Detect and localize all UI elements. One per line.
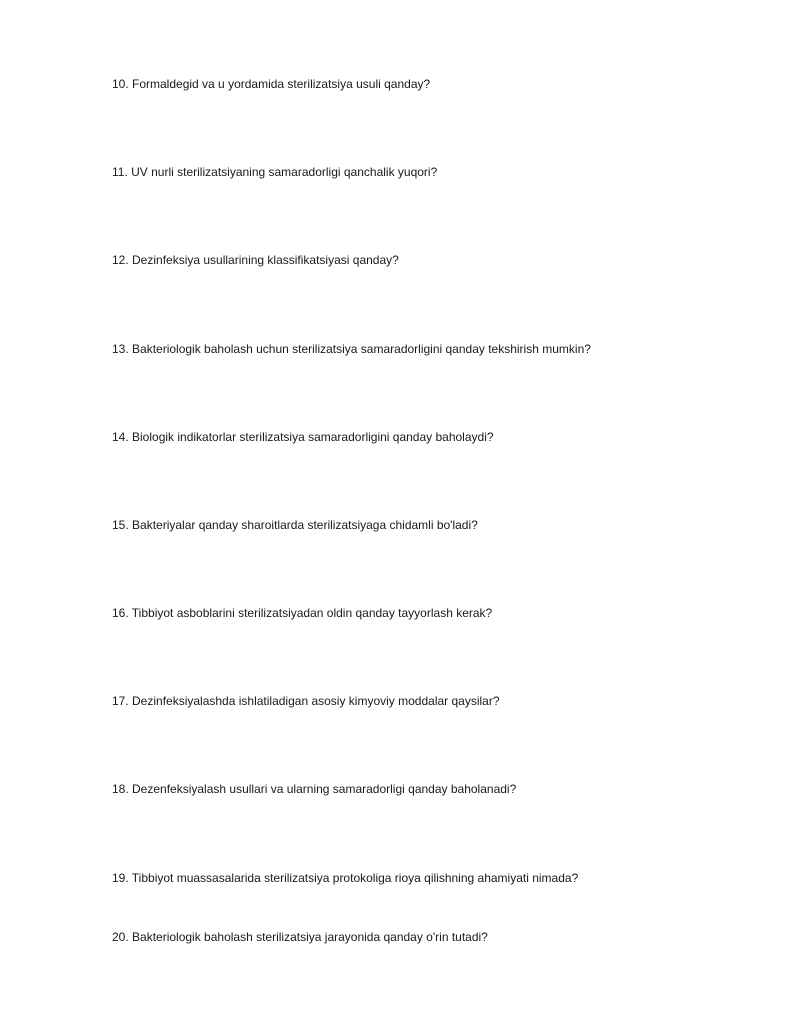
question-14: 14. Biologik indikatorlar sterilizatsiya samaradorligini qanday baholaydi? xyxy=(112,430,494,444)
question-17: 17. Dezinfeksiyalashda ishlatiladigan asosiy kimyoviy moddalar qaysilar? xyxy=(112,694,500,708)
question-15: 15. Bakteriyalar qanday sharoitlarda sterilizatsiyaga chidamli bo'ladi? xyxy=(112,518,478,532)
question-11: 11. UV nurli sterilizatsiyaning samaradorligi qanchalik yuqori? xyxy=(112,165,438,179)
question-16: 16. Tibbiyot asboblarini sterilizatsiyadan oldin qanday tayyorlash kerak? xyxy=(112,606,493,620)
question-18: 18. Dezenfeksiyalash usullari va ularning samaradorligi qanday baholanadi? xyxy=(112,782,517,796)
question-10: 10. Formaldegid va u yordamida sterilizatsiya usuli qanday? xyxy=(112,77,431,91)
question-19: 19. Tibbiyot muassasalarida sterilizatsiya protokoliga rioya qilishning ahamiyati nimada? xyxy=(112,871,579,885)
question-13: 13. Bakteriologik baholash uchun sterilizatsiya samaradorligini qanday tekshirish mumkin? xyxy=(112,342,591,356)
question-12: 12. Dezinfeksiya usullarining klassifikatsiyasi qanday? xyxy=(112,253,399,267)
question-20: 20. Bakteriologik baholash sterilizatsiya jarayonida qanday o'rin tutadi? xyxy=(112,930,488,944)
